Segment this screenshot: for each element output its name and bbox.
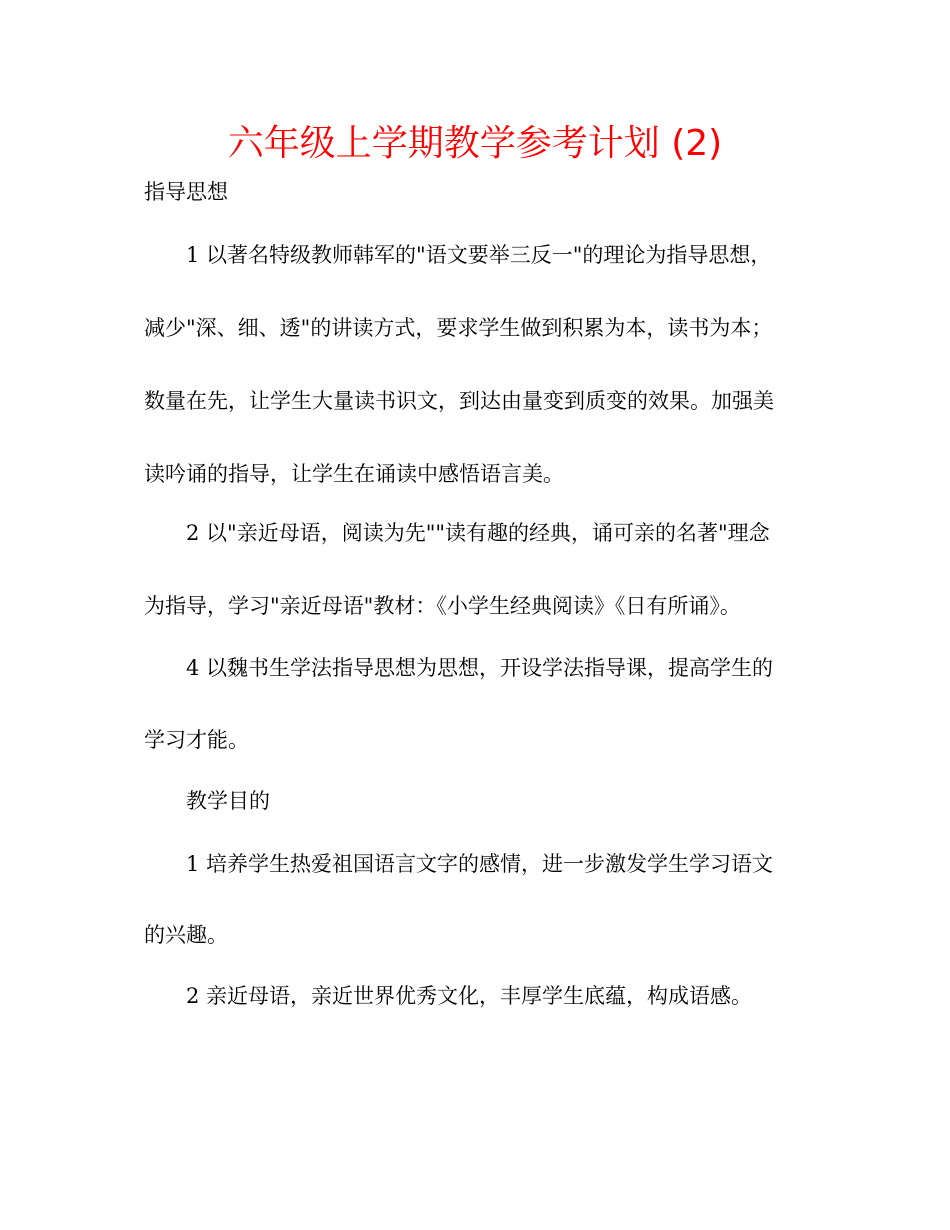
- document-title: 六年级上学期教学参考计划 (2): [227, 123, 723, 164]
- paragraph-line: 读吟诵的指导，让学生在诵读中感悟语言美。: [144, 462, 564, 486]
- paragraph-line: 2 以"亲近母语，阅读为先""读有趣的经典，诵可亲的名著"理念: [186, 521, 770, 545]
- paragraph-line: 减少"深、细、透"的讲读方式，要求学生做到积累为本，读书为本；: [144, 316, 773, 340]
- paragraph-line: 为指导，学习"亲近母语"教材：《小学生经典阅读》《日有所诵》。: [144, 594, 741, 618]
- paragraph-line: 数量在先，让学生大量读书识文，到达由量变到质变的效果。加强美: [144, 389, 774, 413]
- section-heading-teaching-goals: 教学目的: [186, 789, 270, 813]
- paragraph-line: 4 以魏书生学法指导思想为思想，开设学法指导课，提高学生的: [186, 656, 774, 680]
- paragraph-line: 1 培养学生热爱祖国语言文字的感情，进一步激发学生学习语文: [186, 852, 774, 876]
- paragraph-line: 学习才能。: [144, 728, 249, 752]
- paragraph-line: 1 以著名特级教师韩军的"语文要举三反一"的理论为指导思想，: [186, 243, 772, 267]
- paragraph-line: 2 亲近母语，亲近世界优秀文化，丰厚学生底蕴，构成语感。: [186, 984, 753, 1008]
- section-heading-guiding-ideology: 指导思想: [144, 180, 228, 204]
- paragraph-line: 的兴趣。: [144, 923, 228, 947]
